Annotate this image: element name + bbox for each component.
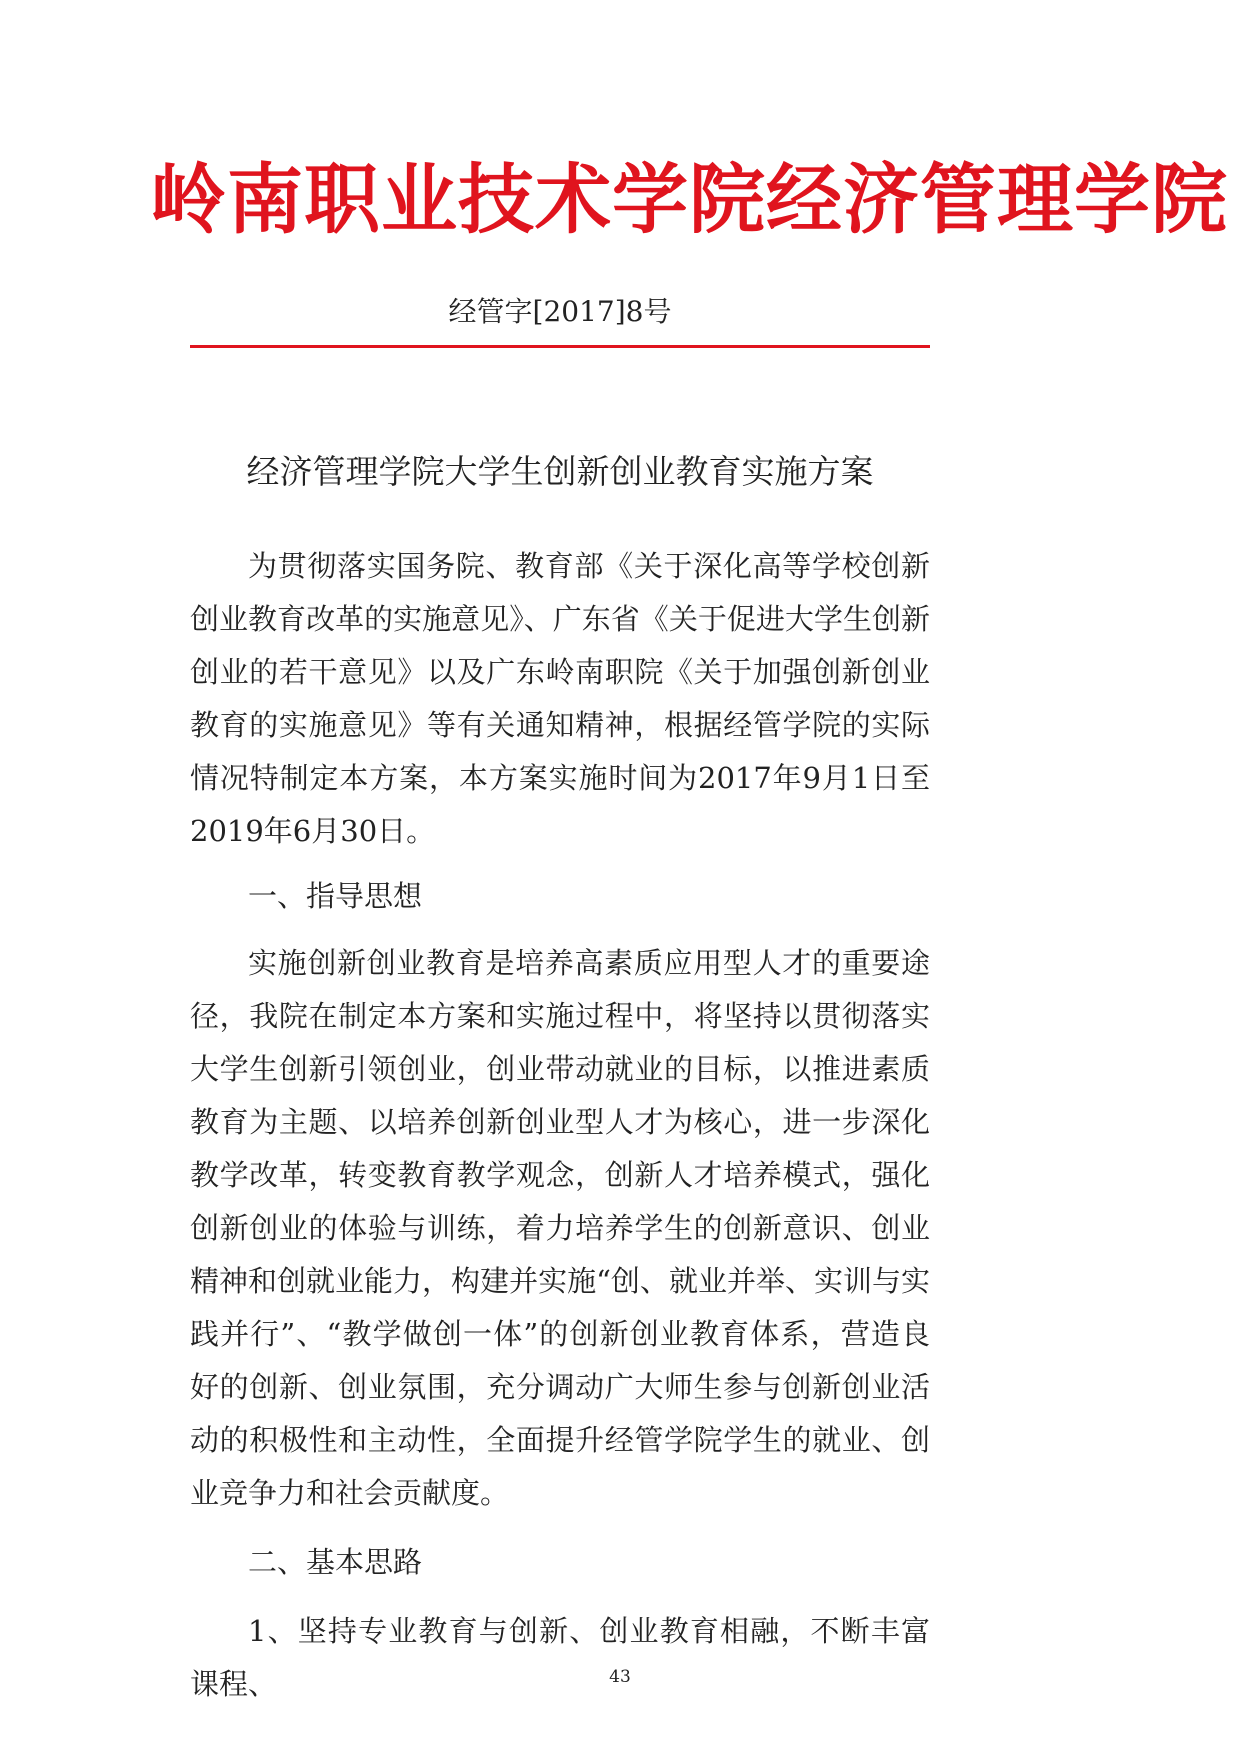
intro-paragraph: 为贯彻落实国务院、教育部《关于深化高等学校创新创业教育改革的实施意见》、广东省《关于促进大学生创新创业的若干意见》以及广东岭南职院《关于加强创新创业教育的实施意见》等有关通知精神，根据经管学院的实际情况特制定本方案，本方案实施时间为2017年9月1日至2019年6月30日。 (190, 549, 930, 848)
section-heading-guiding-ideology: 一、指导思想 (248, 879, 423, 913)
document-title: 经济管理学院大学生创新创业教育实施方案 (246, 452, 874, 491)
red-divider-line (190, 345, 930, 348)
page-number: 43 (609, 1667, 631, 1687)
document-number: 经管字[2017]8号 (448, 295, 672, 328)
org-header-title: 岭南职业技术学院经济管理学院 (150, 155, 1228, 244)
document-body (190, 540, 930, 1711)
section-heading-basic-approach: 二、基本思路 (248, 1545, 423, 1579)
basic-approach-item-1: 1、坚持专业教育与创新、创业教育相融，不断丰富课程、 (190, 1614, 930, 1701)
guiding-ideology-paragraph: 实施创新创业教育是培养高素质应用型人才的重要途径，我院在制定本方案和实施过程中，将坚持以贯彻落实大学生创新引领创业，创业带动就业的目标，以推进素质教育为主题、以培养创新创业型人才为核心，进一步深化教学改革，转变教育教学观念，创新人才培养模式，强化创新创业的体验与训练，着力培养学生的创新意识、创业精神和创就业能力，构建并实施“创、就业并举、实训与实践并行”、“教学做创一体”的创新创业教育体系，营造良好的创新、创业氛围，充分调动广大师生参与创新创业活动的积极性和主动性，全面提升经管学院学生的就业、创业竞争力和社会贡献度。 (190, 946, 930, 1510)
